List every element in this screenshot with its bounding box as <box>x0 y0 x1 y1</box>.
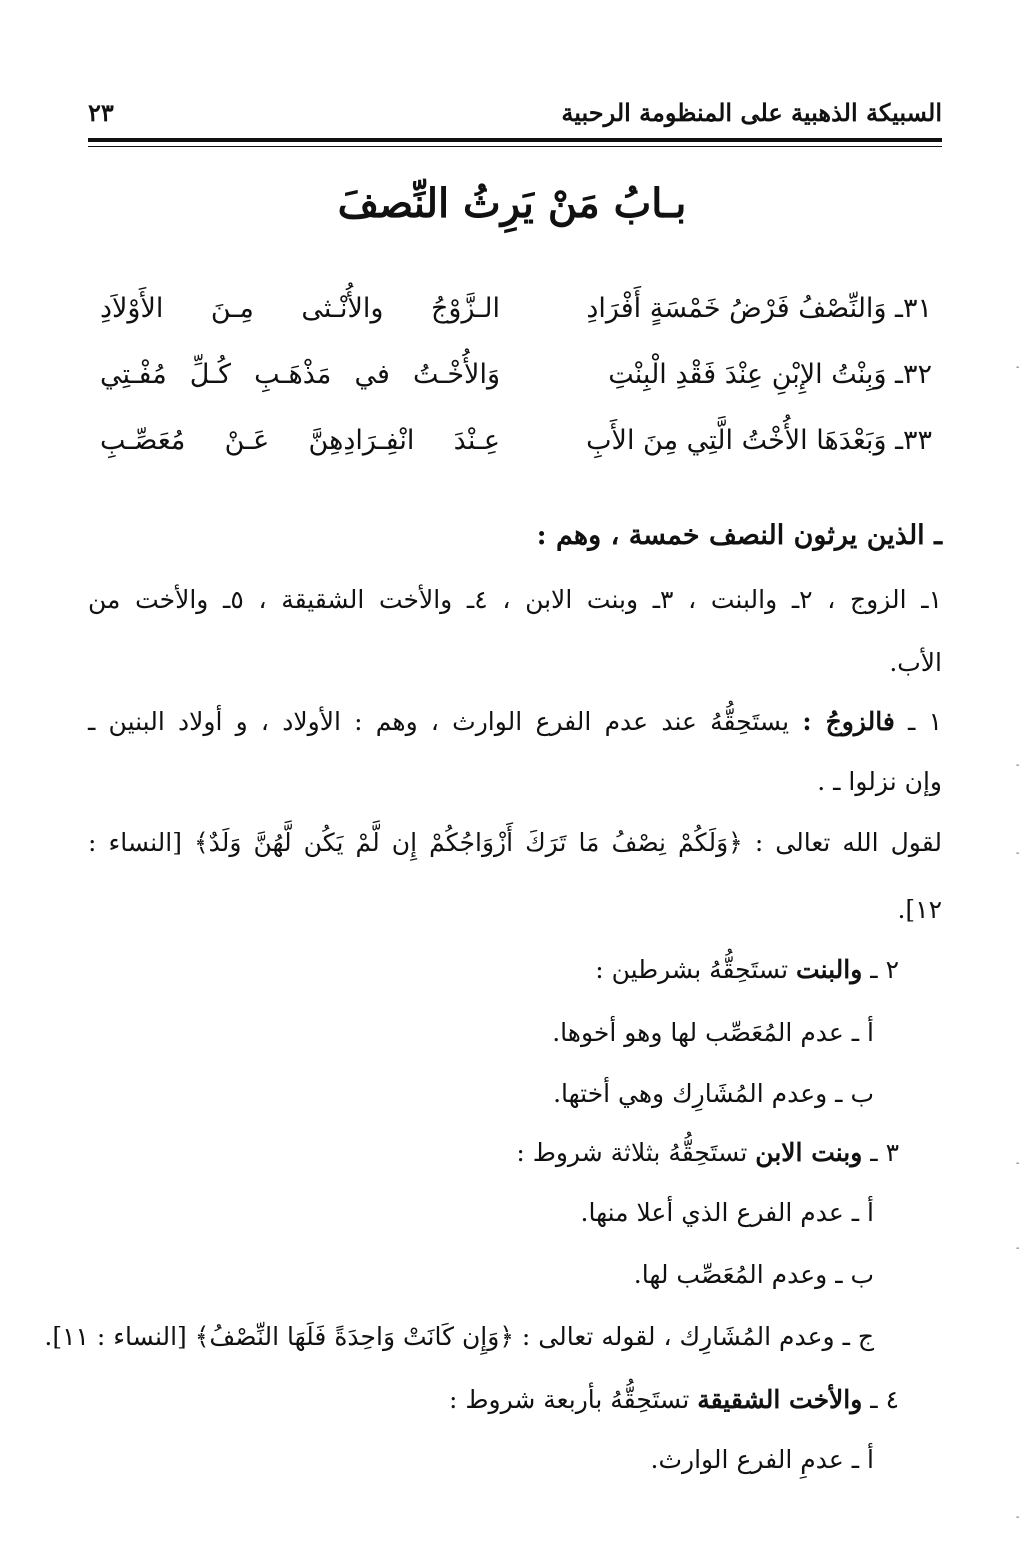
verse-first-hemistich: ٣٢ـ وَبِنْتُ الإِبْنِ عِنْدَ فَقْدِ الْبِنْتِ <box>608 358 932 390</box>
running-header <box>88 92 942 132</box>
daughter-condition-b: ب ـ وعدم المُشَارِك وهي أختها. <box>553 1079 874 1108</box>
verse-32 <box>100 341 932 407</box>
page-number: ٢٣ <box>88 97 114 127</box>
item-number: ٣ ـ <box>870 1138 899 1167</box>
margin-mark: - <box>1016 848 1020 859</box>
son-daughter-label: وبنت الابن <box>755 1138 863 1167</box>
daughter-label: والبنت <box>796 955 863 984</box>
son-daughter-condition-a: أ ـ عدم الفرع الذي أعلا منها. <box>580 1198 874 1227</box>
full-sister-heading <box>449 1385 899 1415</box>
husband-line2: وإن نزلوا ـ . <box>817 767 942 796</box>
verse-33 <box>100 407 932 473</box>
margin-mark: - <box>1016 1243 1020 1254</box>
son-daughter-text: تستَحِقُّهُ بثلاثة شروط : <box>516 1138 748 1167</box>
verse-first-hemistich: ٣٣ـ وَبَعْدَهَا الأُخْتُ الَّتِي مِنَ الأَبِ <box>586 424 932 456</box>
verse-second-hemistich: الـزَّوْجُ والأُنْـثى مِـنَ الأَوْلاَدِ <box>100 292 500 324</box>
intro-heading: ـ الذين يرثون النصف خمسة ، وهم : <box>536 520 942 551</box>
son-daughter-condition-b: ب ـ وعدم المُعَصِّب لها. <box>633 1260 874 1289</box>
verse-first-hemistich: ٣١ـ وَالنِّصْفُ فَرْضُ خَمْسَةٍ أَفْرَادِ <box>586 292 932 324</box>
verse-second-hemistich: عِـنْدَ انْفِـرَادِهِنَّ عَـنْ مُعَصِّـبِ <box>100 424 500 456</box>
husband-label: فالزوجُ : <box>802 707 895 736</box>
poem-verses <box>100 275 932 473</box>
daughter-condition-a: أ ـ عدم المُعَصِّب لها وهو أخوها. <box>552 1018 874 1047</box>
quran-verse-1-ref: ١٢]. <box>897 895 942 924</box>
margin-mark: - <box>1016 362 1020 373</box>
quran-verse-1: لقول الله تعالى : ﴿وَلَكُمْ نِصْفُ مَا تَرَكَ أَزْوَاجُكُمْ إِن لَّمْ يَكُن لَّهُنَّ وَلَدٌ﴾ [النساء : <box>88 828 942 857</box>
husband-text: يستَحِقُّهُ عند عدم الفرع الوارث ، وهم : الأولاد ، و أولاد البنين ـ <box>88 707 790 736</box>
item-number: ١ ـ <box>908 707 943 736</box>
margin-mark: - <box>1016 1512 1020 1523</box>
verse-31 <box>100 275 932 341</box>
item-number: ٢ ـ <box>870 955 899 984</box>
margin-mark: - <box>1016 1158 1020 1169</box>
son-daughter-condition-c: ج ـ وعدم المُشَارِك ، لقوله تعالى : ﴿وَإِن كَانَتْ وَاحِدَةً فَلَهَا النِّصْفُ﴾ [النساء : ١١]. <box>44 1322 874 1351</box>
item-number: ٤ ـ <box>870 1385 899 1414</box>
full-sister-text: تستَحِقُّهُ بأربعة شروط : <box>449 1385 690 1414</box>
son-daughter-heading <box>516 1138 899 1168</box>
daughter-heading <box>595 955 899 985</box>
chapter-title: بـابُ مَنْ يَرِثُ النِّصفَ <box>337 180 687 227</box>
header-rule-thin <box>88 146 942 147</box>
full-sister-condition-a: أ ـ عدمِ الفرع الوارث. <box>650 1445 874 1474</box>
full-sister-label: والأخت الشقيقة <box>697 1385 863 1414</box>
husband-paragraph <box>88 707 942 737</box>
daughter-text: تستَحِقُّهُ بشرطين : <box>595 955 789 984</box>
book-title: السبيكة الذهبية على المنظومة الرحبية <box>561 97 942 127</box>
heirs-list-line2: الأب. <box>889 648 942 677</box>
header-rule-thick <box>88 138 942 142</box>
verse-second-hemistich: وَالأُخْـتُ في مَذْهَـبِ كُـلِّ مُفْـتِي <box>100 358 500 390</box>
heirs-list-line1: ١ـ الزوج ، ٢ـ والبنت ، ٣ـ وبنت الابن ، ٤ـ والأخت الشقيقة ، ٥ـ والأخت من <box>88 585 942 614</box>
margin-mark: - <box>1016 760 1020 771</box>
